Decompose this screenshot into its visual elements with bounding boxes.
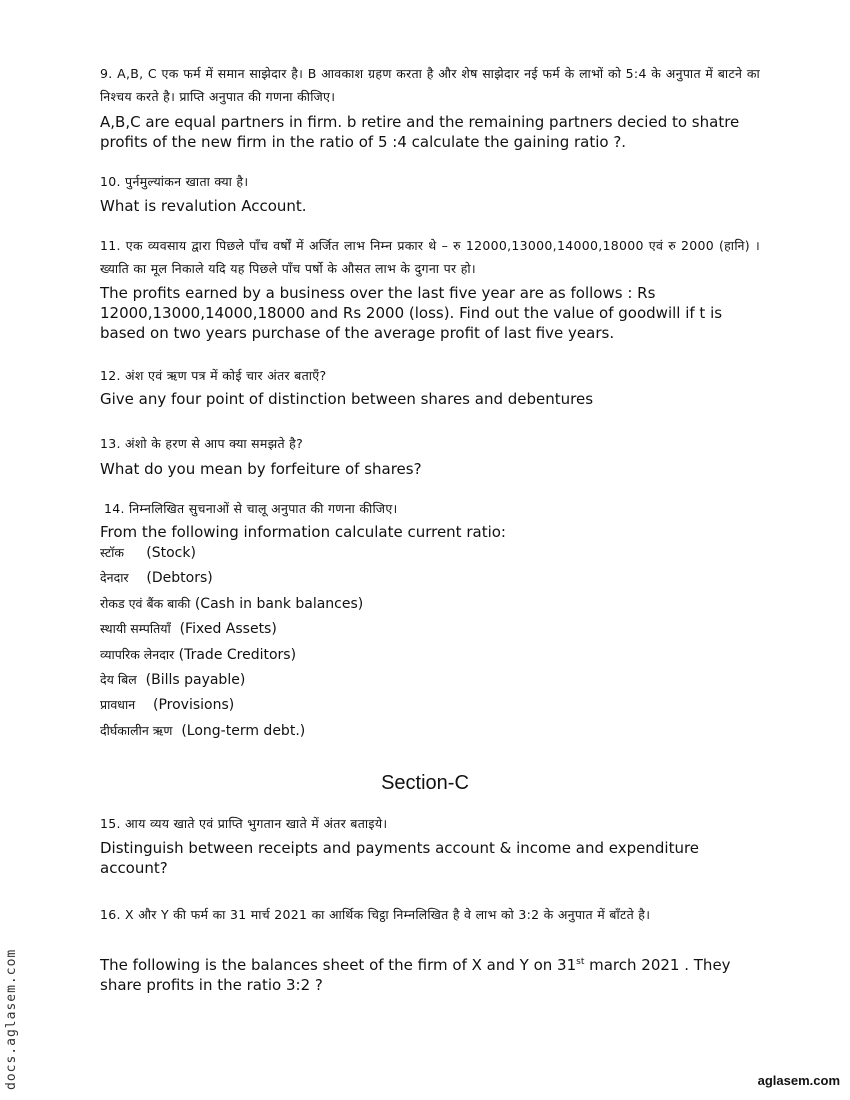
q16-english: The following is the balances sheet of the firm of X and Y on 31st march 2021 . They share profits in the ratio 3:2 ?	[100, 956, 731, 994]
q10-english: What is revalution Account.	[100, 197, 307, 215]
list-item: रोकड एवं बैंक बाकी (Cash in bank balances)	[100, 596, 364, 612]
list-item: व्यापरिक लेनदार (Trade Creditors)	[100, 647, 297, 663]
q11-english: The profits earned by a business over the last five year are as follows : Rs 12000,13000,14000,18000 and Rs 2000 (loss). Find out the value of goodwill if t is based on two years purchase of the average profit of last five years.	[100, 284, 723, 342]
watermark-url: docs.aglasem.com	[4, 948, 19, 1090]
list-item: दीर्घकालीन ऋण (Long-term debt.)	[100, 723, 306, 739]
q13-hindi: 13. अंशो के हरण से आप क्या समझते है?	[100, 436, 304, 451]
section-title: Section-C	[381, 772, 469, 794]
q9-hindi: 9. A,B, C एक फर्म में समान साझेदार है। B आवकाश ग्रहण करता है और शेष साझेदार नई फर्म के लाभों को 5:4 के अनुपात में बाटने का निश्चय करते है। प्राप्ति अनुपात की गणना कीजिए।	[100, 66, 760, 104]
q15-english: Distinguish between receipts and payments account & income and expenditure account?	[100, 839, 700, 877]
q13-english: What do you mean by forfeiture of shares?	[100, 460, 422, 478]
q16-hindi: 16. X और Y की फर्म का 31 मार्च 2021 का आर्थिक चिट्ठा निम्नलिखित है वे लाभ को 3:2 के अनुपात में बाँटते है।	[100, 907, 651, 922]
q11-hindi: 11. एक व्यवसाय द्वारा पिछले पाँच वर्षों में अर्जित लाभ निम्न प्रकार थे – रु 12000,13000,14000,18000 एवं रु 2000 (हानि) । ख्याति का मूल निकाले यदि यह पिछले पाँच पर्षो के औसत लाभ के दुगना पर हो।	[100, 238, 760, 276]
superscript-st: st	[576, 957, 585, 967]
list-item: स्थायी सम्पतियाँ (Fixed Assets)	[100, 621, 277, 637]
list-item: प्रावधान (Provisions)	[100, 697, 235, 713]
q15-hindi: 15. आय व्यय खाते एवं प्राप्ति भुगतान खाते में अंतर बताइये।	[100, 816, 388, 831]
q10-hindi: 10. पुर्नमुल्यांकन खाता क्या है।	[100, 174, 249, 189]
brand-logo-text: aglasem.com	[757, 1073, 840, 1088]
q12-english: Give any four point of distinction between shares and debentures	[100, 390, 594, 408]
list-item: स्टॉक (Stock)	[100, 545, 196, 561]
q14-hindi: 14. निम्नलिखित सुचनाओं से चालू अनुपात की गणना कीजिए।	[104, 501, 398, 516]
q12-hindi: 12. अंश एवं ऋण पत्र में कोई चार अंतर बताएँ?	[100, 368, 327, 383]
list-item: देनदार (Debtors)	[100, 570, 213, 586]
list-item: देय बिल (Bills payable)	[100, 672, 246, 688]
q9-english: A,B,C are equal partners in firm. b retire and the remaining partners decied to shatre profits of the new firm in the ratio of 5 :4 calculate the gaining ratio ?.	[100, 113, 740, 151]
q14-english: From the following information calculate current ratio:	[100, 523, 506, 541]
